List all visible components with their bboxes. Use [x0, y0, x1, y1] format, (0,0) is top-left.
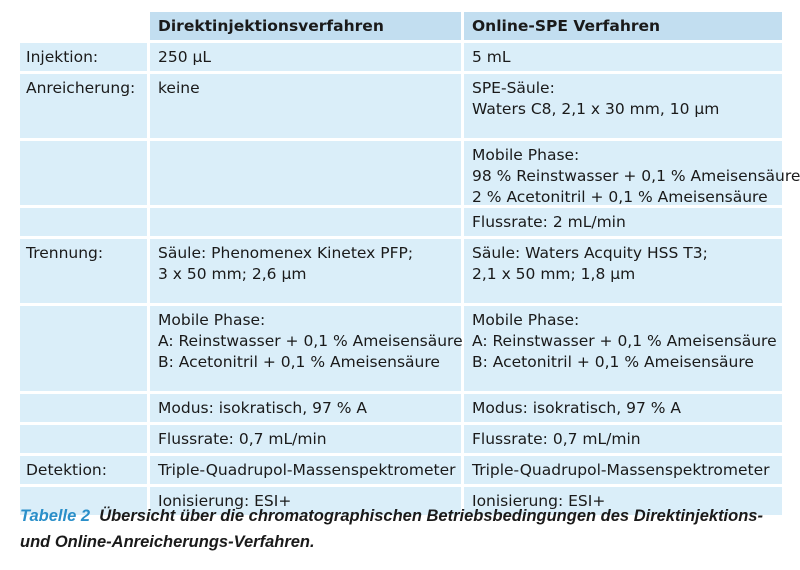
cell-text-line: Mobile Phase: [158, 311, 266, 329]
row-label: Injektion: [26, 48, 99, 66]
row-label: Anreicherung: [26, 79, 136, 97]
table-row [20, 141, 800, 206]
row-label-cell [20, 425, 147, 453]
caption-text: Übersicht über die chromatographischen Betriebsbedingungen des Direktinjektions- [99, 507, 763, 525]
table-row [20, 74, 782, 138]
cell-text-line: 98 % Reinstwasser + 0,1 % Ameisensäure [472, 167, 800, 185]
row-label-cell [20, 208, 147, 236]
cell-text-line: Ionisierung: ESI+ [158, 492, 292, 510]
direktinjektion-cell [150, 456, 461, 484]
row-label-cell [20, 306, 147, 391]
conditions-table [20, 12, 800, 518]
table-row [20, 239, 782, 303]
cell-text-line: 2 % Acetonitril + 0,1 % Ameisensäure [472, 188, 768, 206]
cell-text-line: A: Reinstwasser + 0,1 % Ameisensäure [472, 332, 777, 350]
row-label: Trennung: [26, 244, 104, 262]
row-label-cell [20, 141, 147, 205]
header-cell-online-spe: Online-SPE Verfahren [464, 12, 782, 40]
direktinjektion-cell [150, 239, 461, 303]
cell-text-line: Ionisierung: ESI+ [472, 492, 606, 510]
cell-text-line: 250 µL [158, 48, 212, 66]
direktinjektion-cell [150, 425, 461, 453]
cell-text-line: 2,1 x 50 mm; 1,8 µm [472, 265, 636, 283]
direktinjektion-cell [150, 74, 461, 138]
cell-text-line: Triple-Quadrupol-Massenspektrometer [158, 461, 456, 479]
cell-text-line: Modus: isokratisch, 97 % A [472, 399, 682, 417]
online-spe-cell [464, 425, 782, 453]
cell-text-line: B: Acetonitril + 0,1 % Ameisensäure [472, 353, 754, 371]
table-row [20, 306, 782, 391]
cell-text-line: Mobile Phase: [472, 146, 580, 164]
table-row [20, 394, 782, 422]
row-label-cell [20, 456, 147, 484]
cell-text-line: SPE-Säule: [472, 79, 555, 97]
cell-text-line: Flussrate: 0,7 mL/min [472, 430, 641, 448]
table-row [20, 425, 782, 453]
caption-label: Tabelle 2 [20, 507, 91, 525]
cell-text-line: B: Acetonitril + 0,1 % Ameisensäure [158, 353, 440, 371]
online-spe-cell [464, 456, 782, 484]
direktinjektion-cell [150, 306, 461, 391]
table-row [20, 43, 782, 71]
cell-text-line: Modus: isokratisch, 97 % A [158, 399, 368, 417]
online-spe-cell [464, 239, 782, 303]
cell-text-line: Triple-Quadrupol-Massenspektrometer [472, 461, 770, 479]
online-spe-cell [464, 43, 782, 71]
online-spe-cell [464, 141, 800, 206]
row-label-cell [20, 74, 147, 138]
table-row [20, 456, 782, 484]
direktinjektion-cell [150, 394, 461, 422]
online-spe-cell [464, 394, 782, 422]
cell-text-line: A: Reinstwasser + 0,1 % Ameisensäure [158, 332, 463, 350]
row-label: Detektion: [26, 461, 107, 479]
table-caption [20, 503, 790, 555]
table-header-row [20, 12, 782, 40]
row-label-cell [20, 394, 147, 422]
cell-text-line: 3 x 50 mm; 2,6 µm [158, 265, 307, 283]
cell-text-line: 5 mL [472, 48, 511, 66]
cell-text-line: Säule: Phenomenex Kinetex PFP; [158, 244, 414, 262]
direktinjektion-cell [150, 141, 461, 205]
header-cell-direktinjektion: Direktinjektionsverfahren [150, 12, 461, 40]
header-cell-empty [20, 12, 147, 40]
cell-text-line: Flussrate: 0,7 mL/min [158, 430, 327, 448]
caption-text-line2: und Online-Anreicherungs-Verfahren. [20, 533, 315, 551]
cell-text-line: Mobile Phase: [472, 311, 580, 329]
cell-text-line: Waters C8, 2,1 x 30 mm, 10 µm [472, 100, 720, 118]
cell-text-line: Flussrate: 2 mL/min [472, 213, 626, 231]
row-label-cell [20, 239, 147, 303]
table-row [20, 208, 782, 236]
direktinjektion-cell [150, 208, 461, 236]
cell-text-line: keine [158, 79, 200, 97]
row-label-cell [20, 43, 147, 71]
cell-text-line: Säule: Waters Acquity HSS T3; [472, 244, 708, 262]
online-spe-cell [464, 74, 782, 138]
direktinjektion-cell [150, 43, 461, 71]
online-spe-cell [464, 306, 782, 391]
online-spe-cell [464, 208, 782, 236]
